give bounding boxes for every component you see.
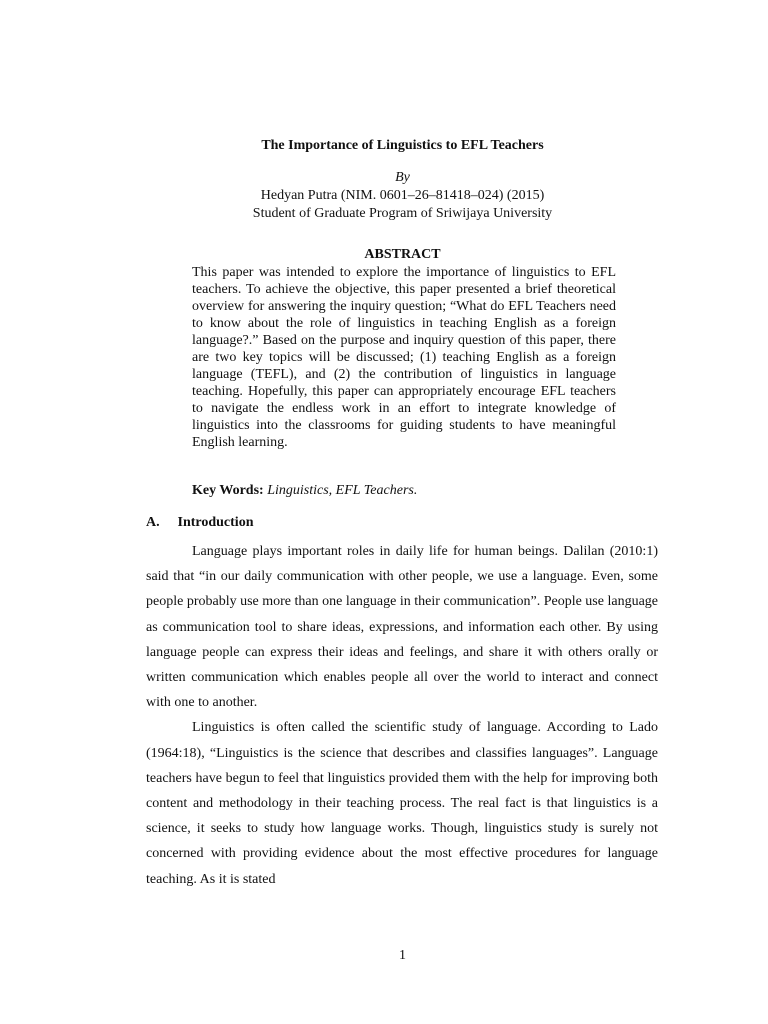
section-number: A. <box>146 515 160 530</box>
keywords-value: Linguistics, EFL Teachers. <box>267 483 418 498</box>
affiliation: Student of Graduate Program of Sriwijaya University <box>252 206 553 221</box>
abstract-heading: ABSTRACT <box>364 247 441 262</box>
by-label: By <box>395 170 410 185</box>
page-number: 1 <box>399 948 406 963</box>
abstract-text: This paper was intended to explore the importance of linguistics to EFL teachers. To achieve the objective, this paper presented a brief theoretical overview for answering the inquiry question; “What do EFL Teachers need to know about the role of linguistics in teaching English as a foreign language?.” Based on the purpose and inquiry question of this paper, there are two key topics will be discussed; (1) teaching English as a foreign language (TEFL), and (2) the contribution of linguistics in language teaching. Hopefully, this paper can appropriately encourage EFL teachers to navigate the endless work in an effort to integrate knowledge of linguistics into the classrooms for guiding students to have meaningful English learning. <box>192 265 616 450</box>
keywords-label: Key Words: <box>192 483 264 498</box>
paragraph: Linguistics is often called the scientific study of language. According to Lado (1964:18), “Linguistics is the science that describes and classifies languages”. Language teachers have begun to feel that linguistics provided them with the help for improving both content and methodology in their teaching process. The real fact is that linguistics is a science, it seeks to study how language works. Though, linguistics study is surely not concerned with providing evidence about the most effective procedures for language teaching. As it is stated <box>146 720 658 887</box>
section-title: Introduction <box>177 515 254 530</box>
paragraph: Language plays important roles in daily life for human beings. Dalilan (2010:1) said that “in our daily communication with other people, we use a language. Even, some people probably use more than one language in their communication”. People use language as communication tool to share ideas, expressions, and information each other. By using language people can express their ideas and feelings, and share it with others orally or written communication which enables people all over the world to interact and connect with one to another. <box>146 544 659 711</box>
author-line: Hedyan Putra (NIM. 0601–26–81418–024) (2015) <box>260 188 545 203</box>
paper-title: The Importance of Linguistics to EFL Teachers <box>261 138 544 153</box>
keywords <box>192 482 616 500</box>
byline <box>0 169 768 223</box>
section-heading <box>146 514 253 532</box>
body-text <box>146 539 658 892</box>
